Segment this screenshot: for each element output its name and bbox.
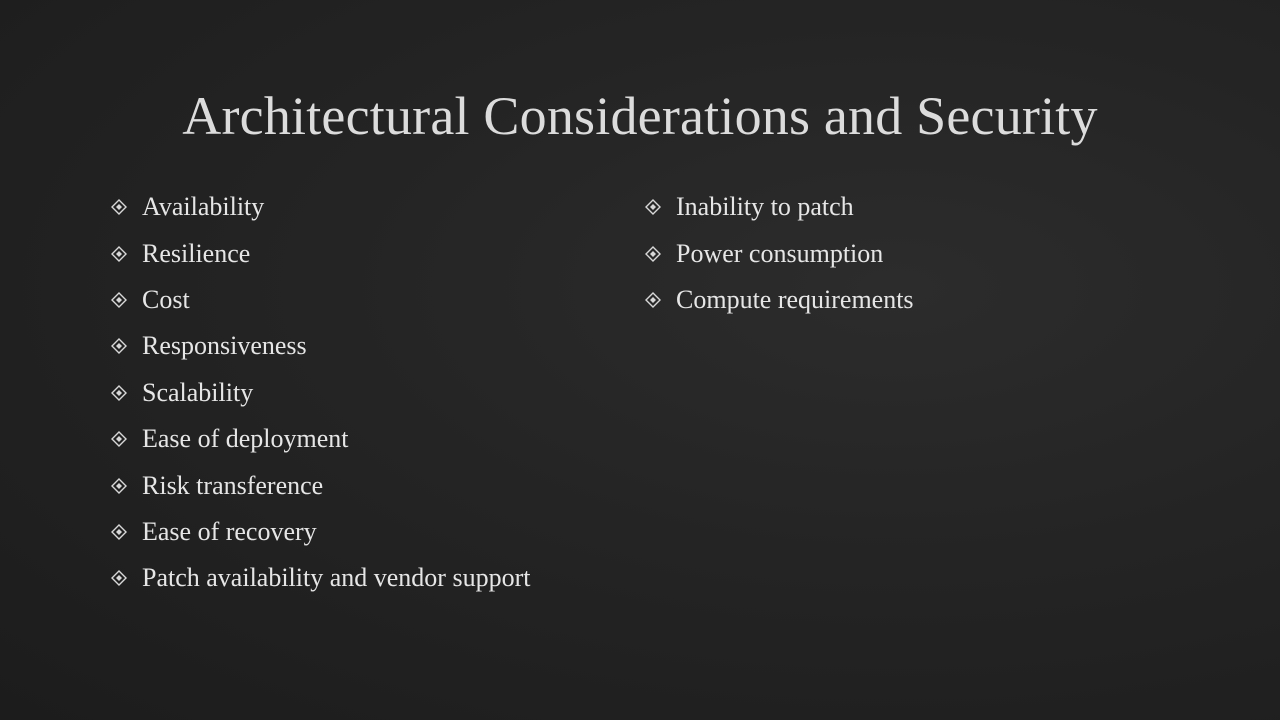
bullet-item: [644, 277, 1204, 323]
bullet-item: [110, 555, 610, 601]
bullet-item: [110, 370, 610, 416]
bullet-label: Scalability: [142, 377, 254, 407]
bullet-label: Inability to patch: [676, 192, 854, 222]
bullet-label: Compute requirements: [676, 284, 914, 314]
bullet-item: [110, 416, 610, 462]
diamond-bullet-icon: [110, 569, 128, 587]
diamond-bullet-icon: [110, 523, 128, 541]
bullet-item: [110, 323, 610, 369]
slide-title: Architectural Considerations and Security: [182, 86, 1098, 146]
bullet-item: [644, 184, 1204, 230]
diamond-bullet-icon: [110, 291, 128, 309]
bullet-label: Patch availability and vendor support: [142, 563, 531, 593]
diamond-bullet-icon: [644, 198, 662, 216]
bullet-item: [110, 230, 610, 276]
bullet-item: [110, 184, 610, 230]
diamond-bullet-icon: [110, 477, 128, 495]
diamond-bullet-icon: [110, 198, 128, 216]
bullet-item: [644, 230, 1204, 276]
diamond-bullet-icon: [110, 384, 128, 402]
bullet-label: Availability: [142, 192, 265, 222]
bullet-label: Risk transference: [142, 470, 324, 500]
diamond-bullet-icon: [110, 430, 128, 448]
diamond-bullet-icon: [644, 291, 662, 309]
bullet-label: Resilience: [142, 238, 251, 268]
bullet-label: Ease of recovery: [142, 516, 317, 546]
bullet-item: [110, 462, 610, 508]
diamond-bullet-icon: [110, 337, 128, 355]
bullet-label: Responsiveness: [142, 331, 307, 361]
bullet-item: [110, 277, 610, 323]
bullet-label: Ease of deployment: [142, 424, 349, 454]
bullet-label: Cost: [142, 284, 190, 314]
bullet-list-right: [644, 184, 1204, 323]
diamond-bullet-icon: [110, 245, 128, 263]
diamond-bullet-icon: [644, 245, 662, 263]
bullet-item: [110, 509, 610, 555]
bullet-list-left: [110, 184, 610, 602]
bullet-label: Power consumption: [676, 238, 884, 268]
